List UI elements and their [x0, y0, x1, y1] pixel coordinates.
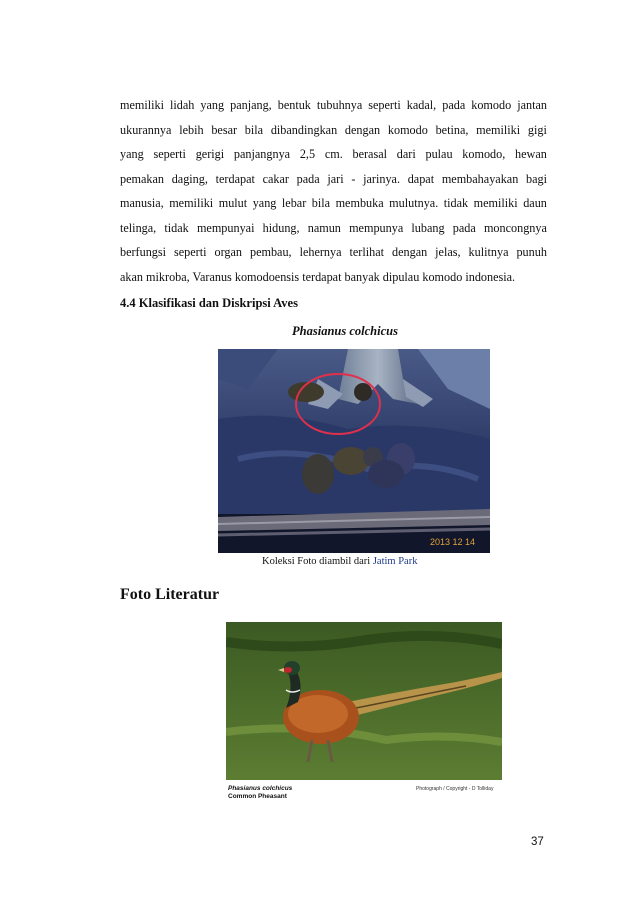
caption-link[interactable]: Jatim Park	[372, 556, 418, 567]
body-paragraph	[120, 93, 547, 289]
species-title: Phasianus colchicus	[292, 324, 398, 338]
photo-caption	[262, 556, 417, 567]
page-number: 37	[531, 836, 544, 848]
photo-credit: Photograph / Copyright - D Tolliday	[416, 786, 494, 792]
literature-heading: Foto Literatur	[120, 586, 220, 603]
body-line: telinga, tidak mempunyai hidung, namun mempunya lubang pada moncongnya	[120, 220, 547, 235]
literature-photo	[226, 622, 502, 802]
literature-common-name: Common Pheasant	[228, 793, 287, 800]
body-line: memiliki lidah yang panjang, bentuk tubuhnya seperti kadal, pada komodo jantan	[120, 98, 547, 112]
section-heading: 4.4 Klasifikasi dan Diskripsi Aves	[120, 296, 298, 310]
date-stamp: 2013 12 14	[430, 537, 476, 547]
body-line: manusia, memiliki mulut yang lebar bila membuka mulutnya. tidak memiliki daun	[120, 196, 547, 210]
body-line: ukurannya lebih besar bila dibandingkan dengan komodo betina, memiliki gigi	[120, 122, 547, 137]
body-line: pemakan daging, terdapat cakar pada jari - jarinya. dapat membahayakan bagi	[120, 171, 547, 186]
body-line: akan mikroba, Varanus komodoensis terdapat banyak dipulau komodo indonesia.	[120, 269, 516, 284]
literature-species-label: Phasianus colchicus	[228, 785, 293, 792]
body-line: yang seperti gerigi panjangnya 2,5 cm. berasal dari pulau komodo, hewan	[120, 147, 547, 161]
collection-photo	[218, 349, 490, 553]
body-line: berfungsi seperti organ pembau, lehernya terlihat dengan jelas, kulitnya punuh	[120, 245, 547, 259]
caption-text: Koleksi Foto diambil dari	[262, 556, 373, 567]
